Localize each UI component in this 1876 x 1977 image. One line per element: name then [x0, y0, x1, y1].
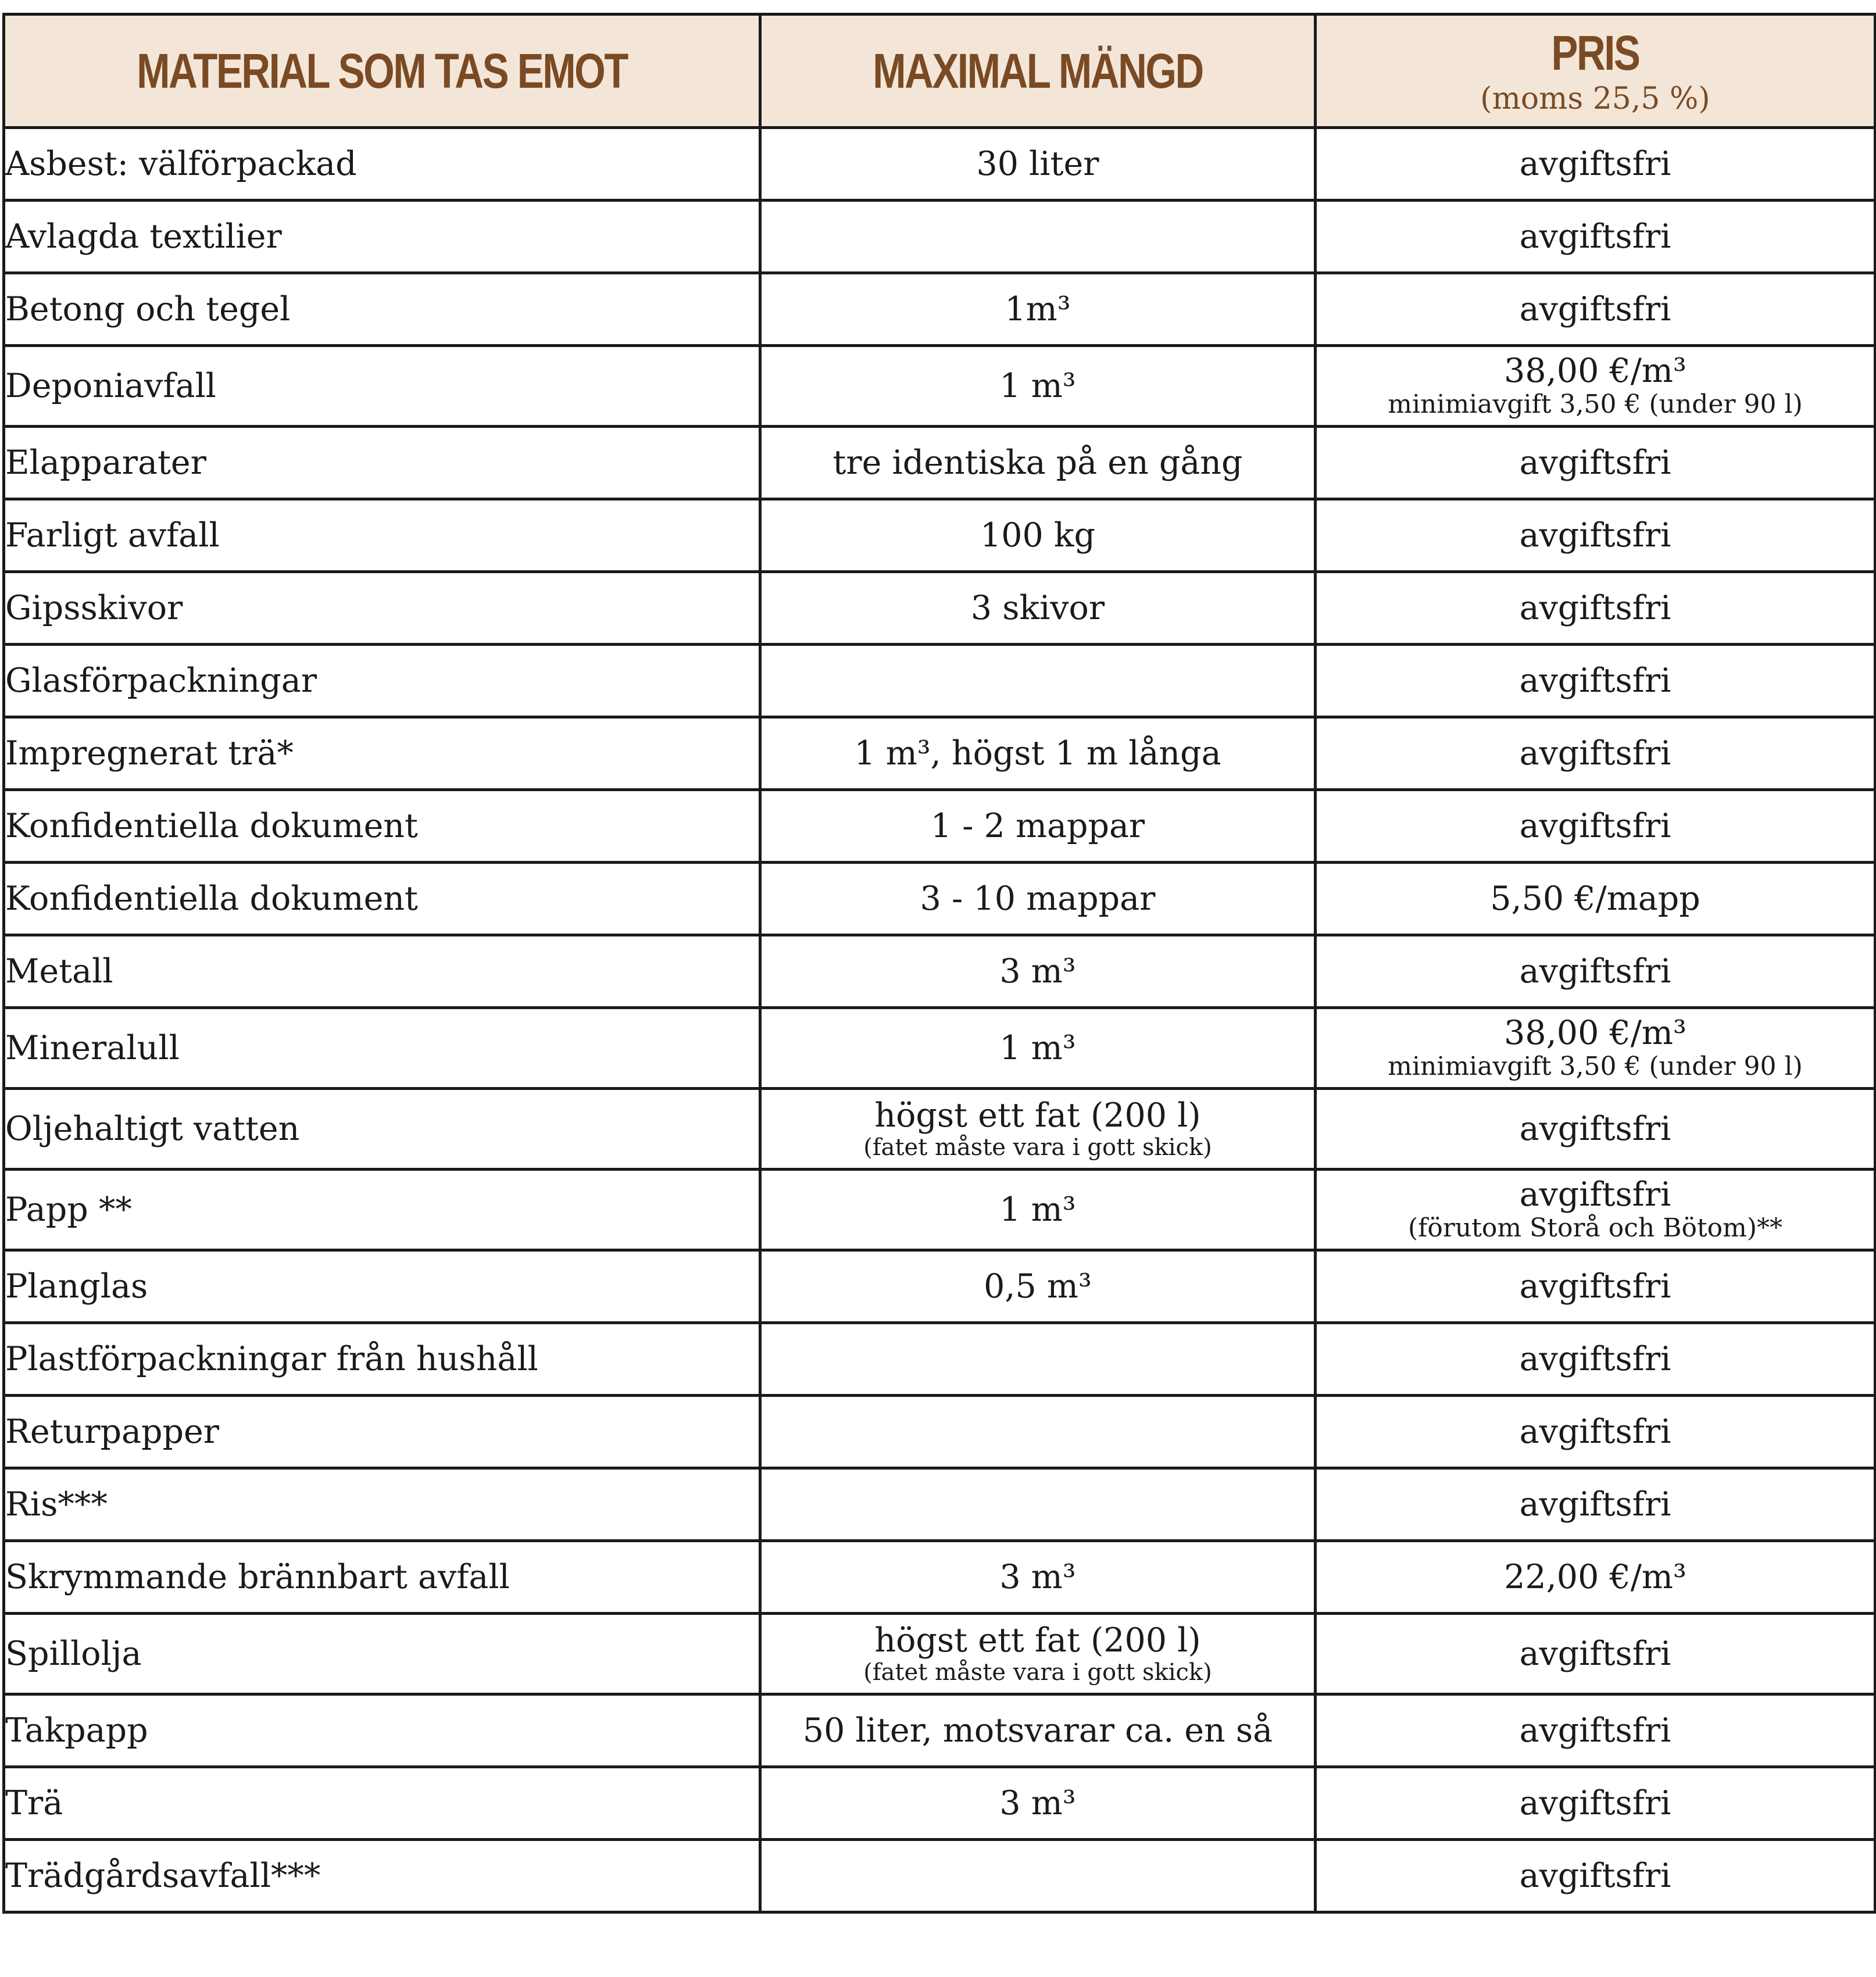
material-text: Avlagda textilier [5, 217, 282, 256]
cell-price [1316, 572, 1875, 645]
price-text: avgiftsfri [1519, 952, 1671, 991]
price-text: 22,00 €/m³ [1504, 1557, 1686, 1596]
table-body [4, 128, 1875, 1912]
material-text: Spillolja [5, 1634, 142, 1673]
cell-material [4, 717, 760, 790]
price-text: avgiftsfri [1519, 1175, 1671, 1214]
table-row [4, 427, 1875, 499]
cell-max-amount [760, 1767, 1316, 1840]
header-max-amount [760, 15, 1316, 128]
cell-price [1316, 346, 1875, 427]
table-row [4, 1840, 1875, 1912]
cell-max-amount [760, 645, 1316, 717]
cell-max-amount [760, 201, 1316, 273]
price-text: 38,00 €/m³ [1504, 352, 1686, 391]
cell-material [4, 572, 760, 645]
max-amount-text: 1 - 2 mappar [930, 806, 1145, 845]
cell-price [1316, 1170, 1875, 1250]
cell-max-amount [760, 790, 1316, 863]
cell-price [1316, 128, 1875, 201]
max-amount-text: 3 m³ [999, 1783, 1076, 1822]
cell-max-amount [760, 128, 1316, 201]
max-amount-text: 3 - 10 mappar [920, 879, 1156, 918]
price-text: avgiftsfri [1519, 1339, 1671, 1378]
cell-max-amount [760, 1008, 1316, 1089]
max-amount-text: 100 kg [980, 516, 1095, 555]
price-text: avgiftsfri [1519, 217, 1671, 256]
cell-price [1316, 1840, 1875, 1912]
cell-material [4, 427, 760, 499]
cell-max-amount [760, 863, 1316, 935]
price-text: avgiftsfri [1519, 734, 1671, 773]
price-note: (förutom Storå och Bötom)** [1407, 1213, 1783, 1243]
material-text: Konfidentiella dokument [5, 806, 418, 845]
cell-max-amount [760, 572, 1316, 645]
cell-max-amount [760, 1468, 1316, 1541]
cell-price [1316, 1767, 1875, 1840]
cell-max-amount [760, 273, 1316, 346]
cell-material [4, 1008, 760, 1089]
price-text: avgiftsfri [1519, 661, 1671, 700]
material-text: Betong och tegel [5, 289, 291, 328]
cell-max-amount [760, 427, 1316, 499]
max-amount-text: 1 m³ [999, 366, 1076, 405]
cell-max-amount [760, 499, 1316, 572]
cell-price [1316, 273, 1875, 346]
cell-material [4, 1396, 760, 1468]
price-text: avgiftsfri [1519, 1412, 1671, 1451]
cell-price [1316, 201, 1875, 273]
material-text: Elapparater [5, 443, 206, 482]
cell-max-amount [760, 935, 1316, 1008]
material-text: Impregnerat trä* [5, 734, 294, 773]
table-row [4, 645, 1875, 717]
material-text: Plastförpackningar från hushåll [5, 1339, 538, 1378]
header-material [4, 15, 760, 128]
table-row [4, 1170, 1875, 1250]
cell-max-amount [760, 346, 1316, 427]
cell-max-amount [760, 1541, 1316, 1614]
cell-price [1316, 1250, 1875, 1323]
price-text: avgiftsfri [1519, 1485, 1671, 1524]
table-row [4, 1541, 1875, 1614]
price-text: avgiftsfri [1519, 1856, 1671, 1895]
material-text: Oljehaltigt vatten [5, 1109, 300, 1148]
table-row [4, 346, 1875, 427]
price-text: avgiftsfri [1519, 1109, 1671, 1148]
cell-price [1316, 1468, 1875, 1541]
table-row [4, 1396, 1875, 1468]
header-price-label: PRIS [1551, 25, 1639, 80]
cell-material [4, 1323, 760, 1396]
cell-material [4, 1170, 760, 1250]
cell-price [1316, 717, 1875, 790]
cell-price [1316, 1089, 1875, 1170]
material-text: Takpapp [5, 1711, 148, 1750]
cell-price [1316, 1614, 1875, 1694]
cell-max-amount [760, 1089, 1316, 1170]
max-amount-text: 3 m³ [999, 952, 1076, 991]
material-text: Trä [5, 1783, 63, 1822]
cell-material [4, 201, 760, 273]
cell-max-amount [760, 1396, 1316, 1468]
cell-material [4, 863, 760, 935]
table-row [4, 1694, 1875, 1767]
material-text: Skrymmande brännbart avfall [5, 1557, 510, 1596]
material-text: Deponiavfall [5, 366, 216, 405]
table-row [4, 499, 1875, 572]
material-text: Papp ** [5, 1190, 132, 1229]
cell-price [1316, 645, 1875, 717]
cell-material [4, 128, 760, 201]
price-note: minimiavgift 3,50 € (under 90 l) [1388, 1052, 1803, 1082]
cell-material [4, 499, 760, 572]
header-price-vat: (moms 25,5 %) [1480, 81, 1710, 116]
header-max-amount-label: MAXIMAL MÄNGD [873, 43, 1203, 98]
cell-price [1316, 863, 1875, 935]
cell-price [1316, 935, 1875, 1008]
price-text: avgiftsfri [1519, 806, 1671, 845]
cell-material [4, 1767, 760, 1840]
cell-material [4, 1089, 760, 1170]
material-text: Farligt avfall [5, 516, 220, 555]
material-text: Returpapper [5, 1412, 219, 1451]
table-row [4, 1614, 1875, 1694]
table-row [4, 128, 1875, 201]
cell-price [1316, 1008, 1875, 1089]
cell-material [4, 1468, 760, 1541]
price-table [2, 13, 1876, 1914]
price-text: 5,50 €/mapp [1490, 879, 1700, 918]
cell-price [1316, 790, 1875, 863]
cell-material [4, 1541, 760, 1614]
max-amount-text: 50 liter, motsvarar ca. en så [802, 1711, 1273, 1750]
cell-material [4, 1694, 760, 1767]
table-row [4, 572, 1875, 645]
table-row [4, 935, 1875, 1008]
max-amount-text: 3 skivor [970, 588, 1105, 627]
cell-price [1316, 1694, 1875, 1767]
cell-material [4, 645, 760, 717]
table-header [4, 15, 1875, 128]
cell-material [4, 1614, 760, 1694]
max-amount-text: 0,5 m³ [984, 1267, 1092, 1306]
price-text: avgiftsfri [1519, 144, 1671, 183]
material-text: Konfidentiella dokument [5, 879, 418, 918]
table-row [4, 1250, 1875, 1323]
max-amount-text: 1 m³ [999, 1190, 1076, 1229]
max-amount-text: tre identiska på en gång [832, 443, 1243, 482]
cell-price [1316, 427, 1875, 499]
max-amount-text: 3 m³ [999, 1557, 1076, 1596]
header-price [1316, 15, 1875, 128]
cell-price [1316, 1541, 1875, 1614]
price-text: 38,00 €/m³ [1504, 1014, 1686, 1053]
header-row [4, 15, 1875, 128]
cell-max-amount [760, 1614, 1316, 1694]
cell-material [4, 935, 760, 1008]
table-row [4, 1767, 1875, 1840]
material-text: Mineralull [5, 1028, 180, 1067]
cell-price [1316, 499, 1875, 572]
price-text: avgiftsfri [1519, 443, 1671, 482]
price-text: avgiftsfri [1519, 588, 1671, 627]
material-text: Ris*** [5, 1485, 108, 1524]
max-amount-text: 30 liter [976, 144, 1099, 183]
header-material-label: MATERIAL SOM TAS EMOT [137, 43, 627, 98]
price-text: avgiftsfri [1519, 1634, 1671, 1673]
material-text: Metall [5, 952, 113, 991]
max-amount-note: (fatet måste vara i gott skick) [863, 1134, 1212, 1161]
price-note: minimiavgift 3,50 € (under 90 l) [1388, 389, 1803, 420]
cell-max-amount [760, 717, 1316, 790]
price-text: avgiftsfri [1519, 1711, 1671, 1750]
cell-max-amount [760, 1250, 1316, 1323]
cell-price [1316, 1323, 1875, 1396]
cell-material [4, 790, 760, 863]
cell-max-amount [760, 1840, 1316, 1912]
table-row [4, 717, 1875, 790]
table-row [4, 1323, 1875, 1396]
material-text: Gipsskivor [5, 588, 183, 627]
table-row [4, 1008, 1875, 1089]
cell-max-amount [760, 1323, 1316, 1396]
cell-material [4, 346, 760, 427]
max-amount-text: 1m³ [1005, 289, 1071, 328]
table-row [4, 863, 1875, 935]
cell-max-amount [760, 1170, 1316, 1250]
material-text: Trädgårdsavfall*** [5, 1856, 321, 1895]
table-row [4, 790, 1875, 863]
cell-material [4, 1840, 760, 1912]
max-amount-text: 1 m³, högst 1 m långa [854, 734, 1221, 773]
material-text: Planglas [5, 1267, 148, 1306]
price-text: avgiftsfri [1519, 1783, 1671, 1822]
table-row [4, 273, 1875, 346]
max-amount-text: högst ett fat (200 l) [874, 1096, 1201, 1135]
max-amount-text: högst ett fat (200 l) [874, 1621, 1201, 1660]
table-row [4, 201, 1875, 273]
max-amount-note: (fatet måste vara i gott skick) [863, 1659, 1212, 1686]
material-text: Glasförpackningar [5, 661, 317, 700]
price-text: avgiftsfri [1519, 516, 1671, 555]
material-text: Asbest: välförpackad [5, 144, 357, 183]
price-text: avgiftsfri [1519, 289, 1671, 328]
cell-price [1316, 1396, 1875, 1468]
cell-max-amount [760, 1694, 1316, 1767]
cell-material [4, 1250, 760, 1323]
cell-material [4, 273, 760, 346]
table-row [4, 1089, 1875, 1170]
max-amount-text: 1 m³ [999, 1028, 1076, 1067]
price-text: avgiftsfri [1519, 1267, 1671, 1306]
table-row [4, 1468, 1875, 1541]
